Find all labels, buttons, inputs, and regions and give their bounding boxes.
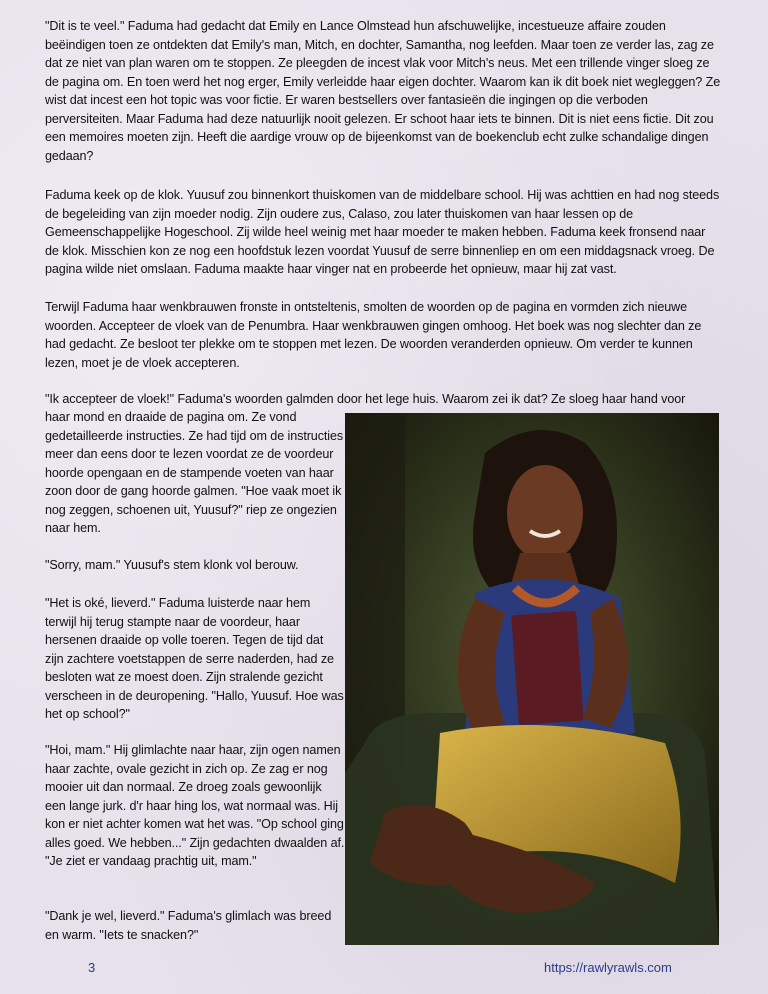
paragraph-1: "Dit is te veel." Faduma had gedacht dat Emily en Lance Olmstead hun afschuwelijke, incestueuze affaire zouden beëindigen toen ze ontdekten dat Emily's man, Mitch, en dochter, Samantha, nog leefden. Maar toen ze verder las, zag ze dat ze niet van plan waren om te stoppen. Ze pleegden de incest vlak voor Mitch's neus. Met een trillende vinger sloeg ze de pagina om. En toen werd het nog erger, Emily verleidde haar eigen dochter. Waarom kan ik dit boek niet wegleggen? Ze wist dat incest een hot topic was voor fictie. Er waren bestsellers over fantasieën die ingingen op die verboden perversiteiten. Maar Faduma had deze natuurlijk nooit gelezen. Er schoot haar iets te binnen. Dit is niet eens fictie. Dit zou een memoires moeten zijn. Heeft die aardige vrouw op de bijeenkomst van de boekenclub echt zulke schandalige dingen gedaan? [45, 19, 721, 163]
paragraph-3: Terwijl Faduma haar wenkbrauwen fronste in ontsteltenis, smolten de woorden op de pagina en vormden zich nieuwe woorden. Accepteer de vloek van de Penumbra. Haar wenkbrauwen gingen omhoog. Het boek was nog slechter dan ze had gedacht. Ze besloot ter plekke om te stoppen met lezen. De woorden veranderden opnieuw. Om verder te kunnen lezen, moet je de vloek accepteren. [45, 300, 702, 370]
column-paragraph-5: "Dank je wel, lieverd." Faduma's glimlach was breed en warm. "Iets te snacken?" [45, 909, 332, 942]
column-paragraph-1: haar mond en draaide de pagina om. Ze vond gedetailleerde instructies. Ze had tijd om de instructies meer dan eens door te lezen voordat ze de voordeur hoorde opengaan en de stampende voeten van haar zoon door de gang hoorde galmen. "Hoe vaak moet ik nog zeggen, schoenen uit, Yuusuf?" riep ze ongezien naar hem. [45, 410, 344, 535]
column-paragraph-2: "Sorry, mam." Yuusuf's stem klonk vol berouw. [45, 558, 299, 572]
page-number: 3 [88, 960, 96, 975]
illustration-woman-reading [345, 413, 719, 945]
paragraph-4: "Ik accepteer de vloek!" Faduma's woorden galmden door het lege huis. Waarom zei ik dat? Ze sloeg haar hand voor [45, 392, 686, 406]
footer-url: https://rawlyrawls.com [544, 960, 672, 975]
column-paragraph-3: "Het is oké, lieverd." Faduma luisterde naar hem terwijl hij terug stampte naar de voordeur, haar hersenen draaide op volle toeren. Tegen de tijd dat zijn zachtere voetstappen de serre naderden, had ze besloten wat ze moest doen. Zijn stralende gezicht verscheen in de deuropening. "Hallo, Yuusuf. Hoe was het op school?" [45, 596, 344, 721]
column-paragraph-4: "Hoi, mam." Hij glimlachte naar haar, zijn ogen namen haar zachte, ovale gezicht in zich op. Ze zag er nog mooier uit dan normaal. Ze droeg zoals gewoonlijk een lange jurk. d'r haar hing los, wat normaal was. Hij kon er niet achter komen wat het was. "Op school ging alles goed. We hebben..." Zijn gedachten dwaalden af. "Je ziet er vandaag prachtig uit, mam." [45, 743, 345, 868]
paragraph-2: Faduma keek op de klok. Yuusuf zou binnenkort thuiskomen van de middelbare school. Hij was achttien en had nog steeds de begeleiding van zijn moeder nodig. Zijn oudere zus, Calaso, zou later thuiskomen van haar lessen op de Gemeenschappelijke Hogeschool. Zij wilde heel weinig met haar moeder te maken hebben. Faduma keek fronsend naar de klok. Misschien kon ze nog een hoofdstuk lezen voordat Yuusuf de serre binnenliep en om een middagsnack vroeg. De pagina wilde niet omslaan. Faduma maakte haar vinger nat en probeerde het opnieuw, maar hij zat vast. [45, 188, 720, 276]
